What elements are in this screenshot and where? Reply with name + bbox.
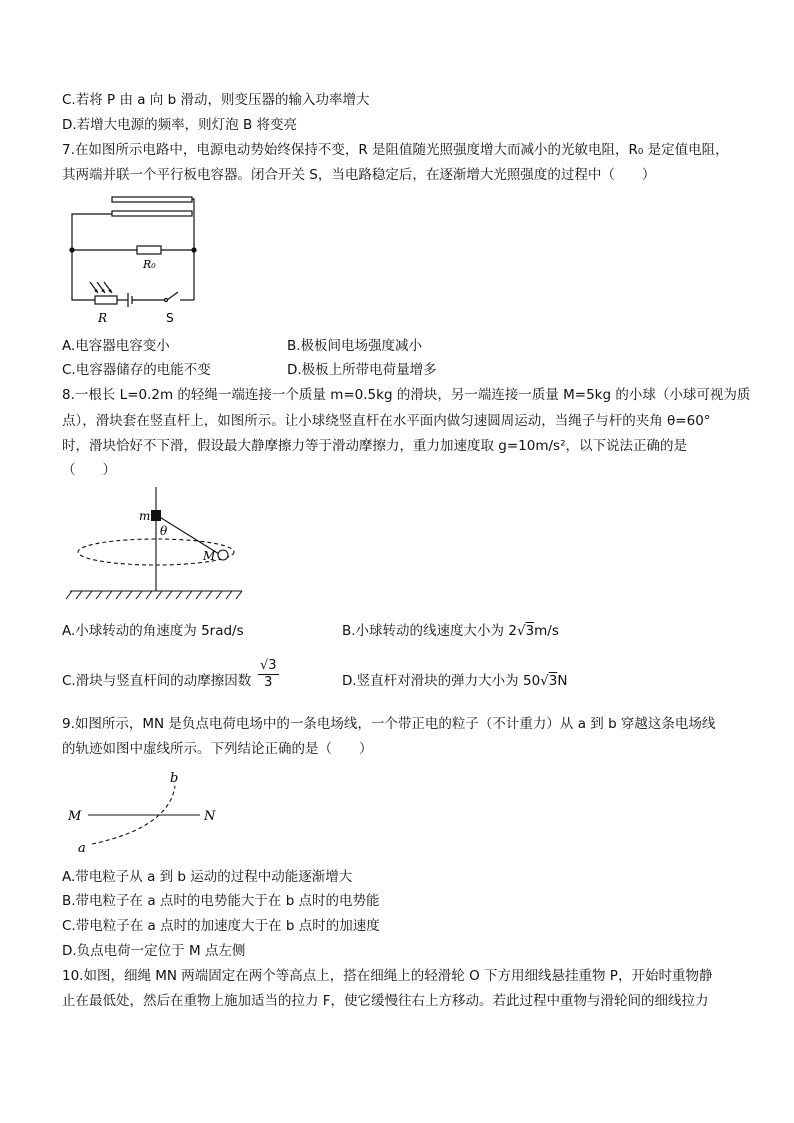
q7-option-c: C.电容器储存的电能不变 (62, 362, 211, 378)
theta-label: θ (160, 524, 168, 538)
q9-option-b: B.带电粒子在 a 点时的电势能大于在 b 点时的电势能 (62, 893, 380, 909)
q9-option-c: C.带电粒子在 a 点时的加速度大于在 b 点时的加速度 (62, 918, 380, 934)
q8-stem-line4: （ ） (62, 462, 116, 478)
label-m: M (68, 809, 82, 824)
m-label: m (139, 509, 151, 523)
label-n: N (204, 809, 216, 824)
q8-option-a: A.小球转动的角速度为 5rad/s (62, 623, 244, 639)
s-label: S (166, 311, 174, 325)
q7-option-d: D.极板上所带电荷量增多 (287, 362, 437, 378)
q9-stem-line1: 9.如图所示，MN 是负点电荷电场中的一条电场线，一个带正电的粒子（不计重力）从 a 到 b 穿越这条电场线 (62, 716, 716, 732)
fraction-numerator: √3 (260, 658, 277, 673)
q9-stem-line2: 的轨迹如图中虚线所示。下列结论正确的是（ ） (62, 741, 373, 757)
q8-stem-line3: 时，滑块恰好不下滑，假设最大静摩擦力等于滑动摩擦力，重力加速度取 g=10m/s²，以下说法正确的是 (62, 438, 687, 454)
q7-option-b: B.极板间电场强度减小 (287, 338, 423, 354)
q8-option-d-root: 3 (548, 673, 558, 689)
sqrt-sign: √ (540, 673, 549, 689)
q7-stem-line1: 7.在如图所示电路中，电源电动势始终保持不变，R 是阻值随光照强度增大而减小的光敏电阻，R₀ 是定值电阻， (62, 142, 729, 158)
label-a: a (78, 841, 86, 856)
q10-stem-line1: 10.如图，细绳 MN 两端固定在两个等高点上，搭在细绳上的轻滑轮 O 下方用细线悬挂重物 P，开始时重物静 (62, 968, 713, 984)
label-b: b (170, 771, 179, 786)
q8-stem-line2: 点），滑块套在竖直杆上，如图所示。让小球绕竖直杆在水平面内做匀速圆周运动，当绳子与杆的夹角 θ=60° (62, 413, 711, 429)
q8-stem-line1: 8.一根长 L=0.2m 的轻绳一端连接一个质量 m=0.5kg 的滑块，另一端连接一质量 M=5kg 的小球（小球可视为质 (62, 387, 751, 403)
q10-stem-line2: 止在最低处，然后在重物上施加适当的拉力 F，使它缓慢往右上方移动。若此过程中重物与滑轮间的细线拉力 (62, 993, 709, 1009)
q9-option-d: D.负点电荷一定位于 M 点左侧 (62, 943, 246, 959)
sqrt-sign: √ (516, 623, 526, 639)
q9-option-a: A.带电粒子从 a 到 b 运动的过程中动能逐渐增大 (62, 869, 353, 885)
fraction-denominator: 3 (264, 675, 273, 690)
r-label: R (98, 311, 108, 325)
big-m-label: M (203, 549, 216, 563)
q7-option-a: A.电容器电容变小 (62, 338, 170, 354)
q8-option-b-prefix: B.小球转动的线速度大小为 2 (342, 623, 517, 639)
q6-option-c: C.若将 P 由 a 向 b 滑动，则变压器的输入功率增大 (62, 92, 370, 108)
q7-stem-line2: 其两端并联一个平行板电容器。闭合开关 S，当电路稳定后，在逐渐增大光照强度的过程中（ ） (62, 167, 656, 183)
q8-option-d-prefix: D.竖直杆对滑块的弹力大小为 50 (342, 673, 541, 689)
q8-option-d-suffix: N (557, 673, 568, 689)
r0-label: R₀ (143, 258, 156, 271)
q8-option-b-suffix: m/s (534, 623, 559, 639)
q6-option-d: D.若增大电源的频率，则灯泡 B 将变亮 (62, 117, 298, 133)
q8-option-b-root: 3 (525, 623, 535, 639)
q8-option-c-prefix: C.滑块与竖直杆间的动摩擦因数 (62, 673, 252, 689)
